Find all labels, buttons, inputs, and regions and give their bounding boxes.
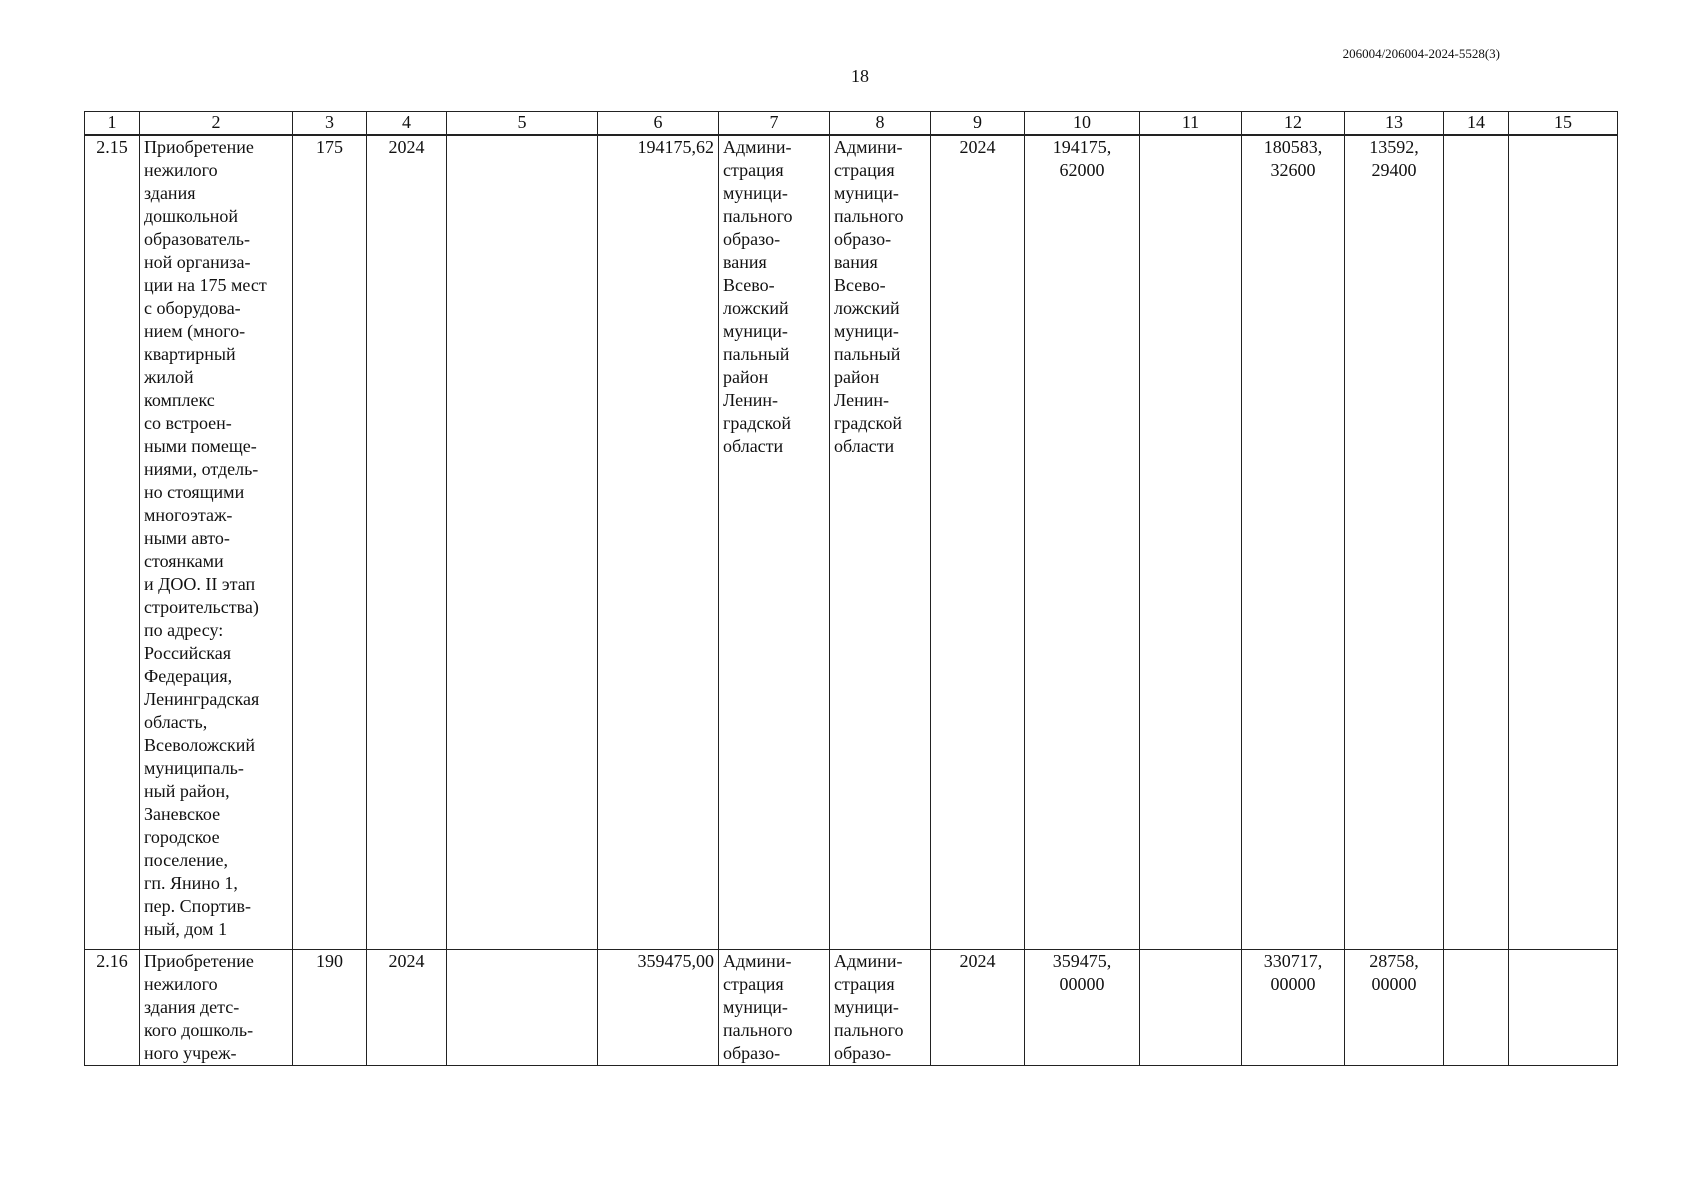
- column-number: 7: [719, 112, 830, 136]
- empty-cell: [1140, 950, 1242, 1066]
- column-number: 10: [1025, 112, 1140, 136]
- row-number: 2.15: [85, 135, 140, 950]
- column-number: 2: [140, 112, 293, 136]
- row-number: 2.16: [85, 950, 140, 1066]
- column-number: 3: [293, 112, 367, 136]
- capacity-cell: 190: [293, 950, 367, 1066]
- object-description: Приобретение нежилого здания дошкольной образователь- ной организа- ции на 175 мест с оборудова- нием (много- квартирный жилой комплекс со встроен- ными помеще- ниями, отдель- но стоящими многоэтаж- ными авто- стоянками и ДОО. II этап строительства) по адресу: Российская Федерация, Ленинградская область, Всеволожский муниципаль- ный район, Заневское городское поселение, гп. Янино 1, пер. Спортив- ный, дом 1: [140, 135, 293, 950]
- column-number: 1: [85, 112, 140, 136]
- amount-cell: 28758, 00000: [1345, 950, 1444, 1066]
- year-cell: 2024: [367, 135, 447, 950]
- empty-cell: [1140, 135, 1242, 950]
- object-description: Приобретение нежилого здания детс- кого дошколь- ного учреж-: [140, 950, 293, 1066]
- empty-cell: [1509, 950, 1618, 1066]
- column-number: 13: [1345, 112, 1444, 136]
- column-number-row: [85, 112, 1618, 136]
- page-number: 18: [851, 66, 869, 86]
- column-number: 6: [598, 112, 719, 136]
- empty-cell: [447, 950, 598, 1066]
- amount-cell: 194175, 62000: [1025, 135, 1140, 950]
- empty-cell: [447, 135, 598, 950]
- column-number: 4: [367, 112, 447, 136]
- column-number: 9: [931, 112, 1025, 136]
- column-number: 14: [1444, 112, 1509, 136]
- year-cell: 2024: [367, 950, 447, 1066]
- column-number: 11: [1140, 112, 1242, 136]
- column-number: 5: [447, 112, 598, 136]
- owner-cell: Админи- страция муници- пального образо- вания Всево- ложский муници- пальный район Ленин- градской области: [830, 135, 931, 950]
- capacity-cell: 175: [293, 135, 367, 950]
- owner-cell: Админи- страция муници- пального образо-: [830, 950, 931, 1066]
- empty-cell: [1509, 135, 1618, 950]
- customer-cell: Админи- страция муници- пального образо-: [719, 950, 830, 1066]
- cost-cell: 359475,00: [598, 950, 719, 1066]
- cost-cell: 194175,62: [598, 135, 719, 950]
- amount-cell: 359475, 00000: [1025, 950, 1140, 1066]
- empty-cell: [1444, 950, 1509, 1066]
- customer-cell: Админи- страция муници- пального образо- вания Всево- ложский муници- пальный район Ленин- градской области: [719, 135, 830, 950]
- column-number: 8: [830, 112, 931, 136]
- document-id: 206004/206004-2024-5528(3): [1342, 46, 1500, 61]
- amount-cell: 330717, 00000: [1242, 950, 1345, 1066]
- table-row: [85, 950, 1618, 1066]
- column-number: 12: [1242, 112, 1345, 136]
- year-cell: 2024: [931, 135, 1025, 950]
- amount-cell: 180583, 32600: [1242, 135, 1345, 950]
- column-number: 15: [1509, 112, 1618, 136]
- empty-cell: [1444, 135, 1509, 950]
- table-row: [85, 135, 1618, 950]
- data-table: [84, 111, 1618, 1066]
- amount-cell: 13592, 29400: [1345, 135, 1444, 950]
- year-cell: 2024: [931, 950, 1025, 1066]
